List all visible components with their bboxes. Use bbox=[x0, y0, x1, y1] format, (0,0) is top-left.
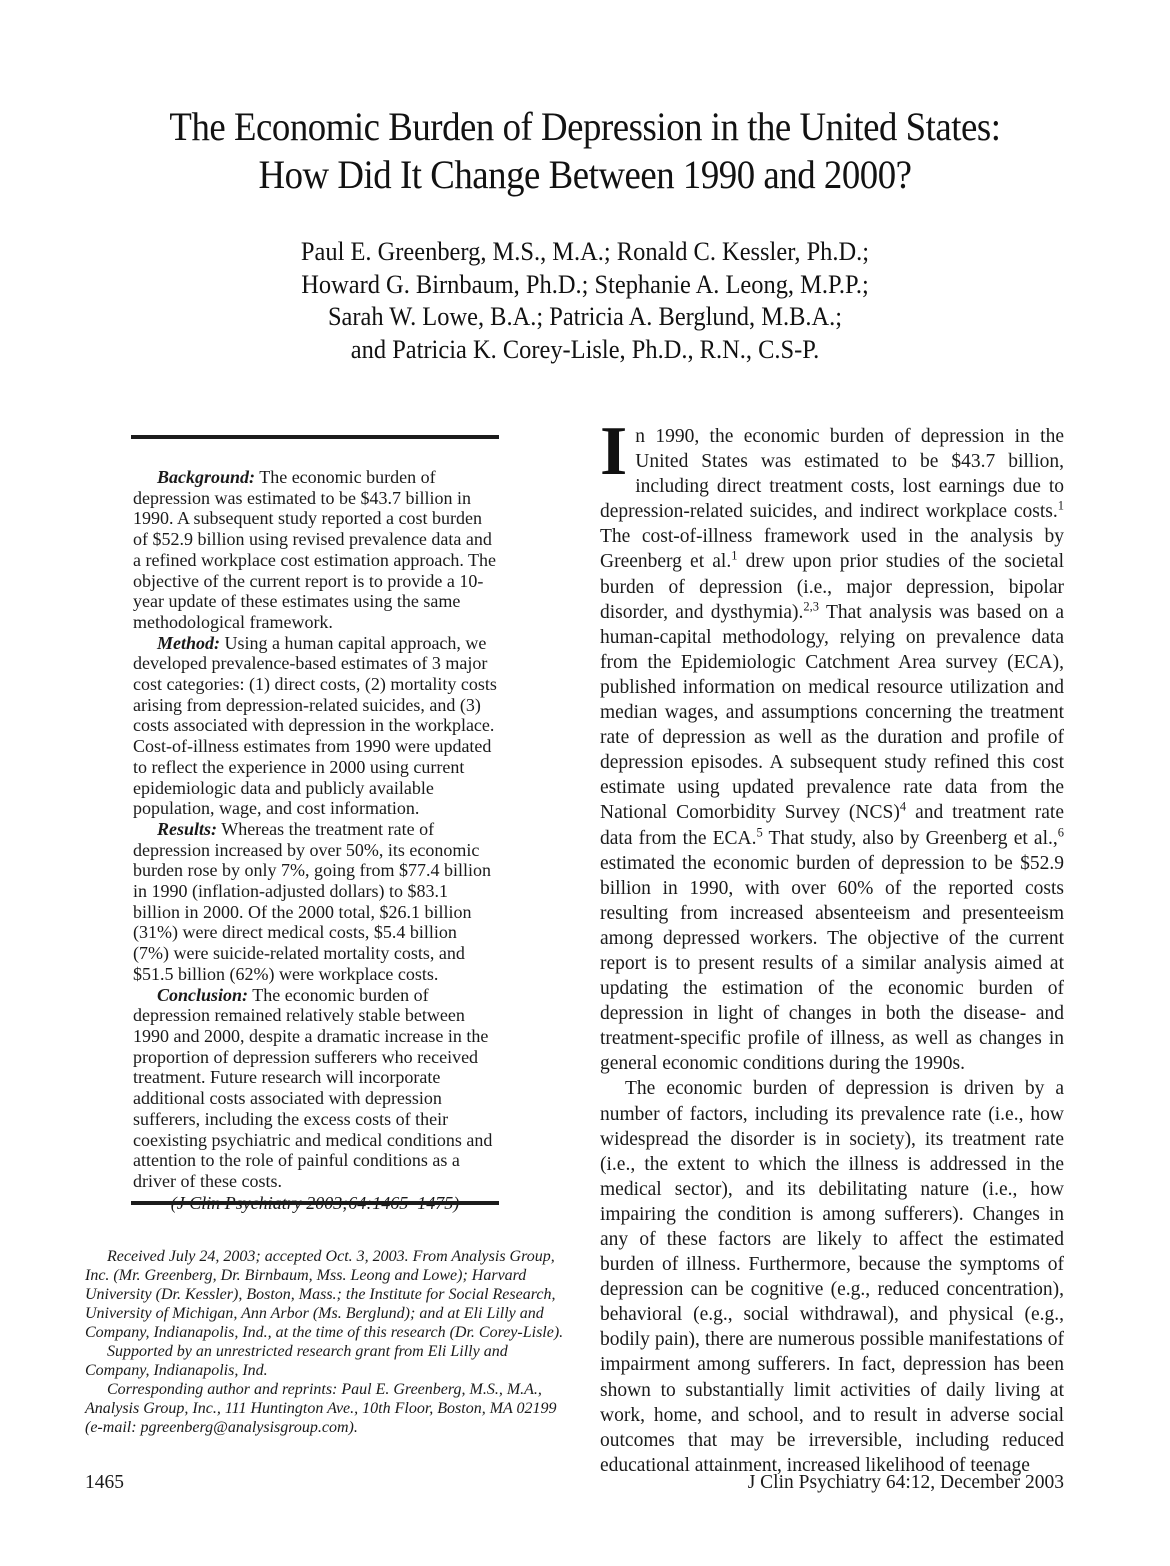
body-text-segment: estimated the economic burden of depression to be $52.9 billion in 1990, with over 60% of the reported costs resulting from increased absenteeism and presenteeism among depressed workers. The objective of the current report is to present results of a similar analysis aimed at updating the estimation of the economic burden of depression in light of changes in both the disease- and treatment-specific profile of illness, as well as changes in general economic conditions during the 1990s. bbox=[600, 852, 1064, 1075]
body-text-segment: n 1990, the economic burden of depression in the United States was estimated to be $43.7 billion, including direct treatment costs, lost earnings due to depression-related suicides, and indirect workplace costs. bbox=[600, 426, 1064, 523]
abstract-results-text: Whereas the treatment rate of depression increased by over 50%, its economic burden rose by only 7%, going from $77.4 billion in 1990 (inflation-adjusted dollars) to $83.1 billion in 2000. Of the 2000 total, $26.1 billion (31%) were direct medical costs, $5.4 billion (7%) were suicide-related mortality costs, and $51.5 billion (62%) were workplace costs. bbox=[133, 818, 491, 984]
author-line: Paul E. Greenberg, M.S., M.A.; Ronald C. Kessler, Ph.D.; bbox=[300, 237, 870, 266]
body-text-segment: drew upon prior studies of the societal burden of depression (i.e., major depression, bipolar disorder, and dysthymia). bbox=[600, 551, 1064, 623]
abstract-method-text: Using a human capital approach, we developed prevalence-based estimates of 3 major cost categories: (1) direct costs, (2) mortality costs arising from depression-related suicides, and (3) costs associated with depression in the workplace. Cost-of-illness estimates from 1990 were updated to reflect the experience in 2000 using current epidemiologic data and publicly available population, wage, and cost information. bbox=[133, 632, 497, 819]
reference-superscript: 5 bbox=[756, 825, 763, 839]
author-line: Sarah W. Lowe, B.A.; Patricia A. Berglund, M.B.A.; bbox=[327, 302, 843, 331]
drop-cap: I bbox=[600, 413, 628, 490]
author-line: Howard G. Birnbaum, Ph.D.; Stephanie A. Leong, M.P.P.; bbox=[301, 269, 869, 299]
footnotes-block bbox=[85, 1247, 565, 1437]
article-title-line1: The Economic Burden of Depression in the United States: bbox=[169, 104, 1001, 149]
page-number: 1465 bbox=[85, 1472, 124, 1493]
reference-superscript: 2,3 bbox=[803, 599, 820, 614]
abstract-method-label: Method: bbox=[157, 632, 220, 653]
author-line: and Patricia K. Corey-Lisle, Ph.D., R.N., C.S-P. bbox=[350, 334, 820, 364]
body-paragraph-2: The economic burden of depression is driven by a number of factors, including its prevalence rate (i.e., how widespread the disorder is in society), its treatment rate (i.e., the extent to which the illness is addressed in the medical sector), and its debilitating nature (i.e., how impairing the condition is among sufferers). Changes in any of these factors are likely to affect the estimated burden of illness. Furthermore, because the symptoms of depression can be cognitive (e.g., reduced concentration), behavioral (e.g., social withdrawal), and physical (e.g., bodily pain), there are numerous possible manifestations of impairment among sufferers. In fact, depression has been shown to substantially limit activities of daily living at work, home, and school, and to result in adverse social outcomes that may be irreversible, including reduced educational attainment, increased likelihood of teenage bbox=[600, 1078, 1064, 1476]
abstract-method bbox=[133, 633, 497, 819]
abstract-background-label: Background: bbox=[157, 467, 256, 487]
body-text-segment: That study, also by Greenberg et al., bbox=[762, 827, 1058, 849]
abstract-top-rule bbox=[131, 435, 499, 439]
abstract-background bbox=[133, 467, 497, 633]
abstract-bottom-rule bbox=[131, 1201, 499, 1205]
article-title-line2: How Did It Change Between 1990 and 2000? bbox=[258, 152, 912, 197]
footnote-received-affiliations: Received July 24, 2003; accepted Oct. 3, 2003. From Analysis Group, Inc. (Mr. Greenberg, Dr. Birnbaum, Mss. Leong and Lowe); Harvard University (Dr. Kessler), Boston, Mass.; the Institute for Social Research, University of Michigan, Ann Arbor (Ms. Berglund); and at Eli Lilly and Company, Indianapolis, Ind., at the time of this research (Dr. Corey-Lisle). bbox=[85, 1248, 564, 1341]
body-text-segment: The cost-of-illness framework used in the analysis by Greenberg et al. bbox=[600, 526, 1064, 573]
reference-superscript: 4 bbox=[899, 799, 907, 814]
reference-superscript: 6 bbox=[1057, 825, 1064, 839]
abstract-conclusion bbox=[133, 985, 497, 1192]
body-paragraph-1 bbox=[600, 413, 1065, 1076]
abstract-conclusion-text: The economic burden of depression remained relatively stable between 1990 and 2000, despite a dramatic increase in the proportion of depression sufferers who received treatment. Future research will incorporate additional costs associated with depression sufferers, including the excess costs of their coexisting psychiatric and medical conditions and attention to the role of painful conditions as a driver of these costs. bbox=[133, 984, 493, 1191]
reference-superscript: 1 bbox=[1057, 498, 1064, 513]
journal-footer-line: J Clin Psychiatry 64:12, December 2003 bbox=[747, 1472, 1064, 1493]
abstract-conclusion-label: Conclusion: bbox=[157, 984, 249, 1005]
body-text-segment: That analysis was based on a human-capital methodology, relying on prevalence data from the Epidemiologic Catchment Area survey (ECA), published information on medical resource utilization and median wages, and assumptions concerning the treatment rate of depression as well as the duration and profile of depression episodes. A subsequent study refined this cost estimate using updated prevalence rate data from the National Comorbidity Survey (NCS) bbox=[600, 601, 1065, 824]
article-title bbox=[47, 103, 1123, 199]
article-body-column bbox=[600, 413, 1065, 1478]
footnote-corresponding-author: Corresponding author and reprints: Paul E. Greenberg, M.S., M.A., Analysis Group, Inc., 111 Huntington Ave., 10th Floor, Boston, MA 02199 (e-mail: pgreenberg@analysisgroup.com). bbox=[85, 1381, 557, 1436]
abstract bbox=[133, 467, 497, 1213]
abstract-results bbox=[133, 819, 497, 985]
abstract-results-label: Results: bbox=[157, 818, 218, 839]
abstract-background-text: The economic burden of depression was estimated to be $43.7 billion in 1990. A subsequent study reported a cost burden of $52.9 billion using revised prevalence data and a refined workplace cost estimation approach. The objective of the current report is to provide a 10-year update of these estimates using the same methodological framework. bbox=[133, 467, 497, 632]
body-text-segment: and treatment rate data from the ECA. bbox=[600, 802, 1064, 849]
reference-superscript: 1 bbox=[731, 548, 738, 563]
footnote-support: Supported by an unrestricted research grant from Eli Lilly and Company, Indianapolis, Ind. bbox=[85, 1343, 508, 1379]
authors-block bbox=[35, 236, 1135, 366]
